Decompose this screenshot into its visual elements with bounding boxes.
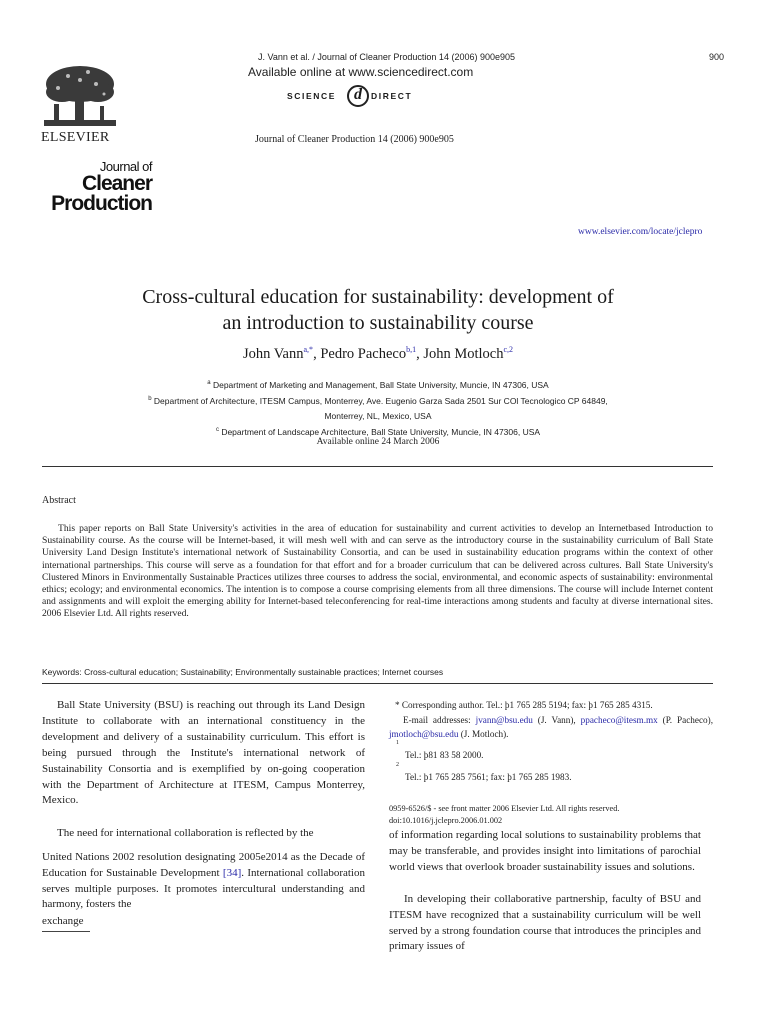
footnote-2: $^2$ Tel.: þ1 765 285 7561; fax: þ1 765 285 1983. [396,762,572,783]
title-divider [42,466,713,467]
sciencedirect-left: SCIENCE [287,91,336,101]
journal-url-link[interactable]: www.elsevier.com/locate/jclepro [578,227,703,237]
sciencedirect-right: DIRECT [371,91,413,101]
footnote-corresponding: * Corresponding author. Tel.: þ1 765 285 5194; fax: þ1 765 285 4315. [395,700,653,710]
journal-reference: Journal of Cleaner Production 14 (2006) 900e905 [255,134,454,145]
reference-link[interactable]: [34] [222,866,242,879]
abstract-divider [42,683,713,684]
title-line-1: Cross-cultural education for sustainability: development of [142,286,614,308]
title-line-2: an introduction to sustainability course [222,312,534,334]
affiliations [40,376,716,440]
affiliation-a: $^a$ Department of Marketing and Management, Ball State University, Muncie, IN 47306, USA [207,379,549,390]
author-sup[interactable]: b,1 [406,345,417,354]
sciencedirect-logo [287,84,437,110]
journal-logo-line1: Journal of [99,159,152,174]
author-name: John Vann [242,345,304,362]
keywords [42,667,443,677]
page-number: 900 [709,52,725,62]
keywords-label: Keywords: [42,667,82,677]
publisher-name: ELSEVIER [41,130,110,145]
available-online-date: Available online 24 March 2006 [316,437,440,447]
journal-logo-line2: Cleaner [81,172,152,195]
abstract-text: This paper reports on Ball State University's activities in the area of education for sustainability and current activities to develop an Internetbased Introduction to Sustainability course. As the course will be Internet-based, it will mesh well with and can serve as the introductory course in the sustainability curriculum of Ball State University Land Design Institute's international network of Sustainability Consortia, and can be used in sustainability education programs within the context of other international partnerships. This course will serve as a foundation for that effort and for a broader curriculum that can be delivered across cultures. Ball State University's Clustered Minors in Environmentally Sustainable Practices utilizes three courses to address the social, environmental, and economic aspects of sustainability: environmental ethics; ecology; and environmental economics. The intention is to compose a course comprising elements from all three dimensions. The course will include Internet content and assignments and will exploit the emerging ability for Internet-based teleconferencing for real-time interactions among students and faculty at diverse international sites. 2006 Elsevier Ltd. All rights reserved. [42,523,713,620]
author-sup[interactable]: c,2 [503,345,514,354]
body-left-p2a: The need for international collaboration is reflected by the [57,827,314,839]
sciencedirect-at-icon: d [347,85,369,107]
body-left-p2b: United Nations 2002 resolution designating 2005e2014 as the Decade of Education for Sustainable Development [34]. International collaboration serves multiple purposes. It promotes intercultural understanding and harmony, fosters the [42,851,365,911]
page-break-underline [42,931,90,932]
elsevier-logo [40,62,120,148]
doi-line: doi:10.1016/j.jclepro.2006.01.002 [389,816,503,825]
footnotes [389,698,713,742]
body-left-last-word: exchange [42,915,84,927]
author-name: Pedro Pacheco [320,345,407,362]
issn-line: 0959-6526/$ - see front matter 2006 Elsevier Ltd. All rights reserved. [389,804,620,813]
article-title [40,284,716,336]
keywords-list: Cross-cultural education; Sustainability; Environmentally sustainable practices; Internet courses [84,667,444,677]
journal-logo-line3: Production [51,192,152,215]
body-right-p2: In developing their collaborative partnership, faculty of BSU and ITESM have recognized that a sustainability curriculum will be well served by a strong foundation course that introduces the principles and primary issues of [389,893,701,953]
author-name: John Motloch [423,345,504,362]
journal-logo [40,160,152,214]
affiliation-c: $^c$ Department of Landscape Architecture, Ball State University, Muncie, IN 47306, USA [215,427,541,438]
email-link[interactable]: ppacheco@itesm.mx [580,714,658,725]
footnote-1: $^1$ Tel.: þ81 83 58 2000. [396,740,484,761]
available-online-line: Available online at www.sciencedirect.com [248,65,474,79]
footnote-emails: E-mail addresses: jvann@bsu.edu (J. Vann), ppacheco@itesm.mx (P. Pacheco), jmotloch@bsu.edu (J. Motloch). [389,714,714,740]
email-link[interactable]: jvann@bsu.edu [475,714,533,725]
email-link[interactable]: jmotloch@bsu.edu [389,729,459,740]
abstract-heading: Abstract [42,495,76,506]
author-sup[interactable]: a,* [303,345,314,354]
elsevier-tree-icon [40,62,120,132]
running-head: J. Vann et al. / Journal of Cleaner Production 14 (2006) 900e905 [258,52,516,62]
affiliation-b: $^b$ Department of Architecture, ITESM Campus, Monterrey, Ave. Eugenio Garza Sada 2501 Sur COl Tecnologico CP 64849, [148,396,608,407]
affiliation-b-cont: Monterrey, NL, Mexico, USA [324,410,432,421]
body-right-p1: of information regarding local solutions to sustainability problems that may be transferable, and provides insight into limitations of parochial world views that overlook broader sustainability issues and solutions. [389,829,701,873]
body-left-p1: Ball State University (BSU) is reaching out through its Land Design Institute to collaborate with an international constituency in the development and delivery of a sustainability curriculum. This effort is being pursued through the Institute's international network of Sustainability Consortia and is exemplified by on-going cooperation with the Department of Architecture at ITESM, Campus Monterrey, Mexico. [42,699,365,807]
author-list: John Vann$^{a,*}$, Pedro Pacheco$^{b,1}$, John Motloch$^{c,2}$ [242,345,514,362]
